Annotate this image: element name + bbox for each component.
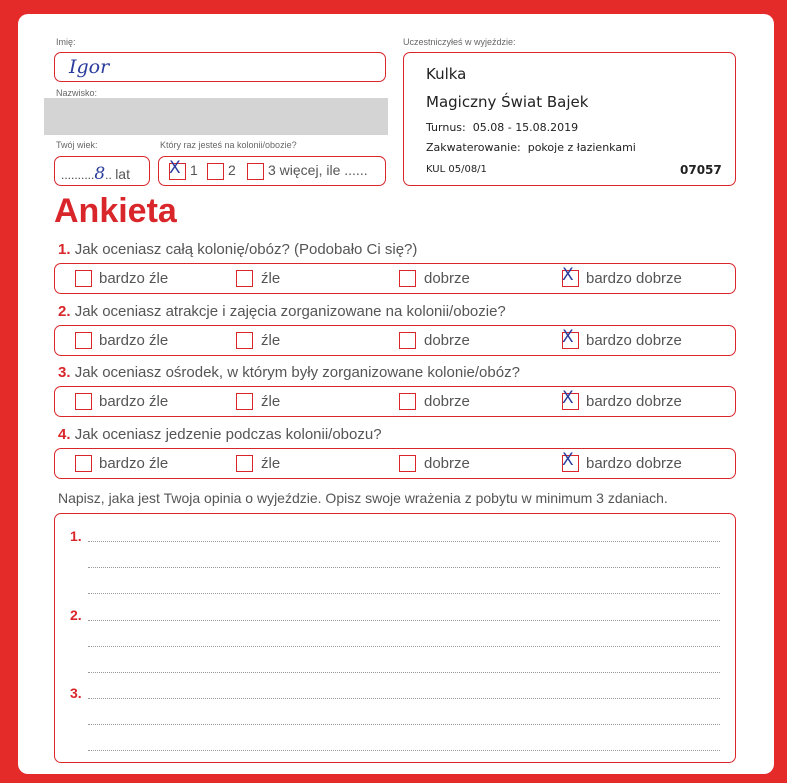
age-dots-after: .. bbox=[105, 168, 112, 182]
opinion-field[interactable] bbox=[54, 513, 736, 763]
q1-mark: X bbox=[562, 265, 574, 285]
ticket-accom bbox=[426, 141, 636, 154]
q1-option-3-label: dobrze bbox=[424, 270, 470, 287]
ticket-turnus bbox=[426, 121, 578, 134]
writing-line bbox=[88, 672, 720, 673]
age-value: 8 bbox=[94, 164, 106, 184]
q2-option-1-checkbox[interactable] bbox=[75, 332, 92, 349]
q4-mark: X bbox=[562, 450, 574, 470]
q3-option-2-checkbox[interactable] bbox=[236, 393, 253, 410]
q4-option-3-label: dobrze bbox=[424, 455, 470, 472]
ticket-company: Kulka bbox=[426, 65, 467, 83]
answer-row-4 bbox=[54, 448, 736, 479]
q2-mark: X bbox=[562, 327, 574, 347]
question-4-num: 4. bbox=[58, 426, 71, 443]
q2-option-1-label: bardzo źle bbox=[99, 332, 169, 349]
q1-option-4-checkbox[interactable] bbox=[562, 265, 579, 287]
question-2-num: 2. bbox=[58, 303, 71, 320]
age-unit: lat bbox=[115, 166, 130, 182]
q1-option-4-label: bardzo dobrze bbox=[586, 270, 682, 287]
q1-option-2-label: źle bbox=[261, 270, 281, 287]
q3-option-1-checkbox[interactable] bbox=[75, 393, 92, 410]
answer-row-1 bbox=[54, 263, 736, 294]
question-3-num: 3. bbox=[58, 364, 71, 381]
q1-option-1-checkbox[interactable] bbox=[75, 270, 92, 287]
redaction-block bbox=[44, 98, 388, 135]
q3-mark: X bbox=[562, 388, 574, 408]
q3-option-3-label: dobrze bbox=[424, 393, 470, 410]
q4-option-2-label: źle bbox=[261, 455, 281, 472]
ticket-turnus-label: Turnus: bbox=[426, 121, 466, 134]
times-checkbox-3[interactable] bbox=[247, 163, 264, 180]
ticket-accom-value: pokoje z łazienkami bbox=[527, 141, 636, 154]
which-time-label: Który raz jesteś na kolonii/obozie? bbox=[160, 140, 297, 150]
q3-option-3-checkbox[interactable] bbox=[399, 393, 416, 410]
ticket-turnus-value: 05.08 - 15.08.2019 bbox=[472, 121, 579, 134]
question-4 bbox=[58, 426, 382, 443]
q2-option-4-label: bardzo dobrze bbox=[586, 332, 682, 349]
q2-option-2-label: źle bbox=[261, 332, 281, 349]
question-4-text: Jak oceniasz jedzenie podczas kolonii/obozu? bbox=[74, 426, 382, 443]
q4-option-1-checkbox[interactable] bbox=[75, 455, 92, 472]
question-1-num: 1. bbox=[58, 241, 71, 258]
q4-option-2-checkbox[interactable] bbox=[236, 455, 253, 472]
question-1-text: Jak oceniasz całą kolonię/obóz? (Podobało Ci się?) bbox=[74, 241, 418, 258]
writing-line bbox=[88, 567, 720, 568]
q3-option-4-label: bardzo dobrze bbox=[586, 393, 682, 410]
age-label: Twój wiek: bbox=[56, 140, 98, 150]
ticket-code: KUL 05/08/1 bbox=[426, 164, 487, 175]
q4-option-1-label: bardzo źle bbox=[99, 455, 169, 472]
q2-option-3-label: dobrze bbox=[424, 332, 470, 349]
name-label: Imię: bbox=[56, 37, 76, 47]
opinion-prompt: Napisz, jaka jest Twoja opinia o wyjeździe. Opisz swoje wrażenia z pobytu w minimum 3 zdaniach. bbox=[58, 490, 668, 506]
times-checkbox-2[interactable] bbox=[207, 163, 224, 180]
writing-line bbox=[88, 724, 720, 725]
writing-line bbox=[88, 593, 720, 594]
question-2-text: Jak oceniasz atrakcje i zajęcia zorganizowane na kolonii/obozie? bbox=[74, 303, 506, 320]
q1-option-2-checkbox[interactable] bbox=[236, 270, 253, 287]
surname-label: Nazwisko: bbox=[56, 88, 98, 98]
times-mark-1: X bbox=[169, 158, 181, 178]
question-3 bbox=[58, 364, 520, 381]
q4-option-4-label: bardzo dobrze bbox=[586, 455, 682, 472]
writing-line bbox=[88, 750, 720, 751]
q4-option-4-checkbox[interactable] bbox=[562, 450, 579, 472]
writing-line bbox=[88, 620, 720, 621]
times-label-1: 1 bbox=[190, 162, 198, 178]
which-time-field bbox=[158, 156, 386, 186]
q2-option-4-checkbox[interactable] bbox=[562, 327, 579, 349]
question-3-text: Jak oceniasz ośrodek, w którym były zorganizowane kolonie/obóz? bbox=[74, 364, 520, 381]
writing-line bbox=[88, 541, 720, 542]
ticket-accom-label: Zakwaterowanie: bbox=[426, 141, 521, 154]
opinion-number-1: 1. bbox=[70, 528, 82, 544]
answer-row-3 bbox=[54, 386, 736, 417]
name-value: Igor bbox=[69, 56, 110, 78]
times-checkbox-1[interactable] bbox=[169, 158, 186, 180]
ticket-number: 07057 bbox=[680, 163, 722, 177]
page-title: Ankieta bbox=[54, 192, 177, 230]
q2-option-3-checkbox[interactable] bbox=[399, 332, 416, 349]
opinion-number-3: 3. bbox=[70, 685, 82, 701]
age-field[interactable] bbox=[54, 156, 150, 186]
ticket-camp: Magiczny Świat Bajek bbox=[426, 93, 589, 111]
answer-row-2 bbox=[54, 325, 736, 356]
name-field[interactable] bbox=[54, 52, 386, 82]
writing-line bbox=[88, 646, 720, 647]
opinion-number-2: 2. bbox=[70, 607, 82, 623]
trip-ticket bbox=[403, 52, 736, 186]
times-label-3: 3 więcej, ile ...... bbox=[268, 162, 368, 178]
q4-option-3-checkbox[interactable] bbox=[399, 455, 416, 472]
age-line bbox=[61, 164, 130, 184]
q3-option-1-label: bardzo źle bbox=[99, 393, 169, 410]
participated-label: Uczestniczyłeś w wyjeździe: bbox=[403, 37, 516, 47]
question-2 bbox=[58, 303, 506, 320]
q3-option-4-checkbox[interactable] bbox=[562, 388, 579, 410]
q3-option-2-label: źle bbox=[261, 393, 281, 410]
question-1 bbox=[58, 241, 417, 258]
q1-option-3-checkbox[interactable] bbox=[399, 270, 416, 287]
age-dots-before: .......... bbox=[61, 168, 95, 182]
q2-option-2-checkbox[interactable] bbox=[236, 332, 253, 349]
q1-option-1-label: bardzo źle bbox=[99, 270, 169, 287]
writing-line bbox=[88, 698, 720, 699]
times-label-2: 2 bbox=[228, 162, 236, 178]
